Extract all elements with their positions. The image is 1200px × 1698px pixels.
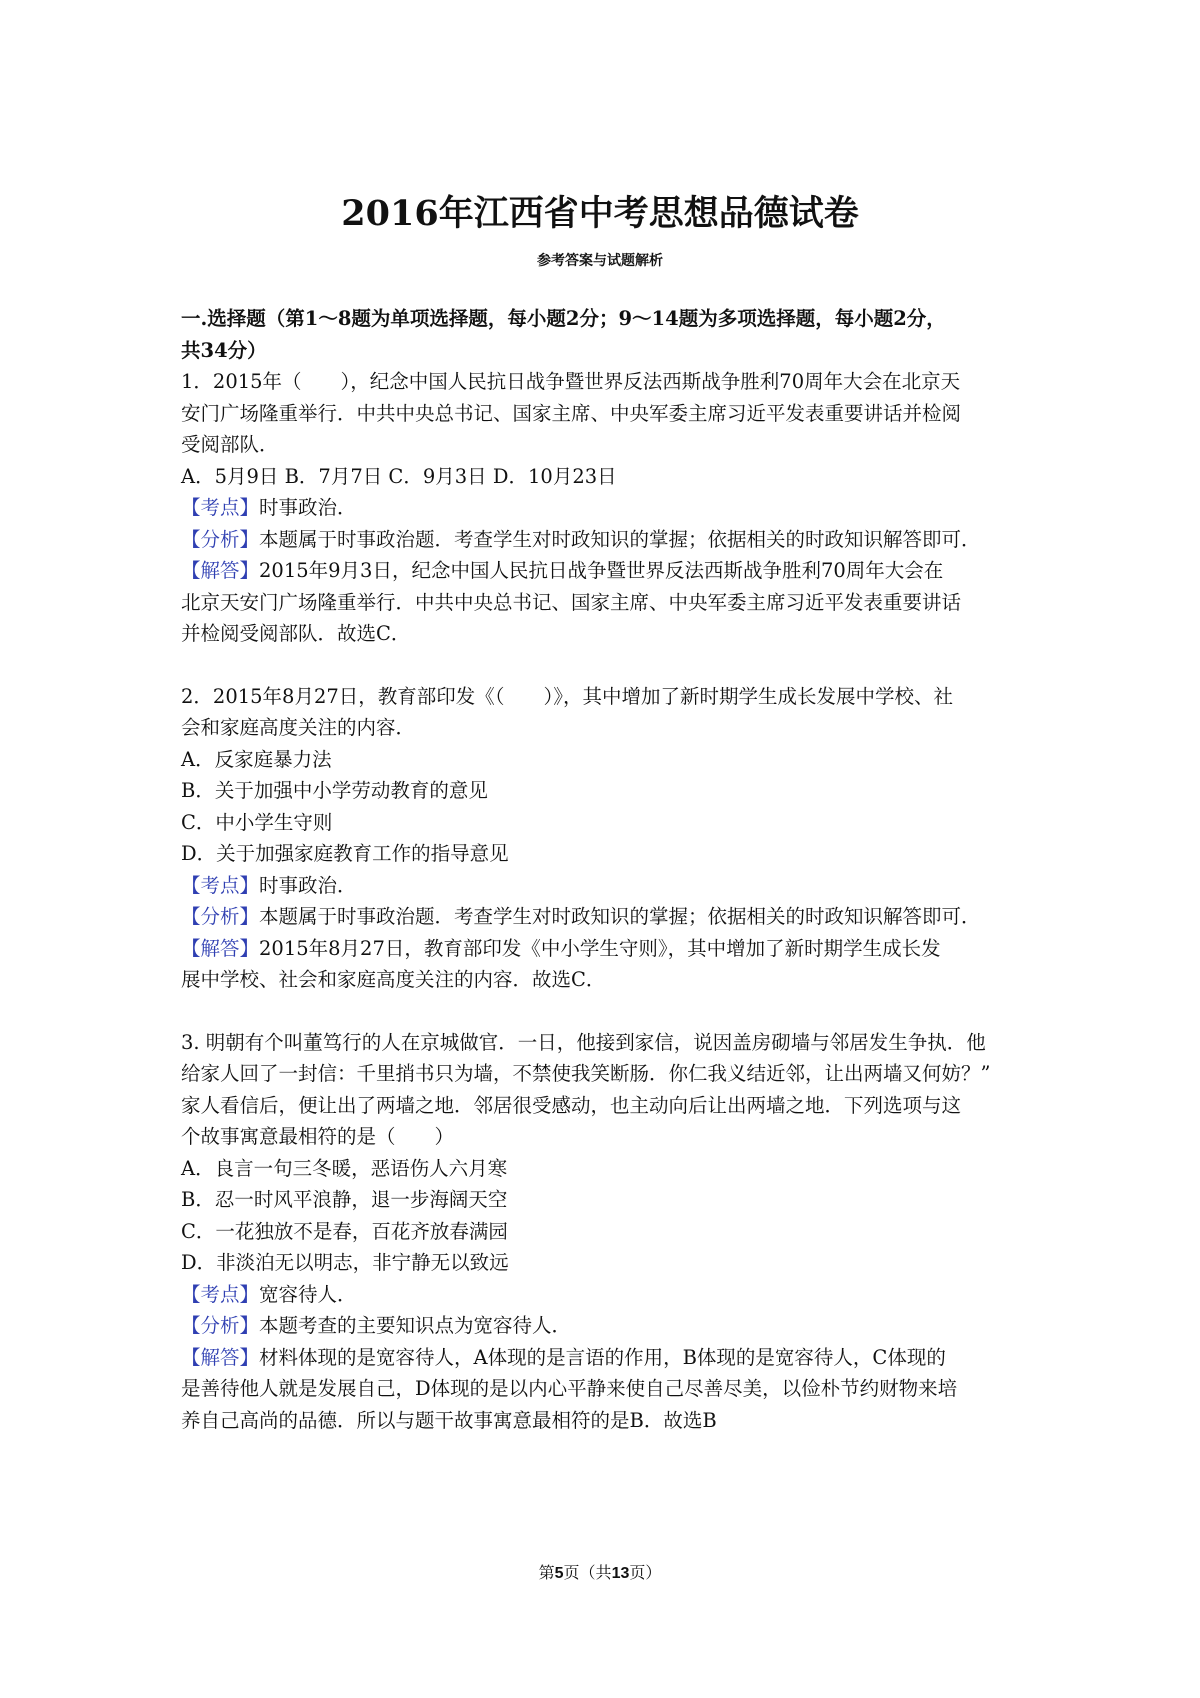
q3-option-a: A．良言一句三冬暖，恶语伤人六月寒 xyxy=(181,1156,508,1180)
page-footer xyxy=(0,1560,1200,1583)
q3-kaodian xyxy=(181,1279,1026,1311)
kaodian-tag: 【考点】 xyxy=(181,1282,260,1306)
q2-option-b: B．关于加强中小学劳动教育的意见 xyxy=(181,779,488,802)
jieda-tag: 【解答】 xyxy=(181,559,260,582)
q3-fenxi-text: 本题考查的主要知识点为宽容待人． xyxy=(259,1314,572,1337)
q2-option-a: A．反家庭暴力法 xyxy=(181,747,332,771)
q1-stem-line2: 安门广场隆重举行．中共中央总书记、国家主席、中央军委主席习近平发表重要讲话并检阅 xyxy=(181,401,962,425)
page-total: 13 xyxy=(611,1565,630,1582)
q1-stem-line1: 1．2015年（ ），纪念中国人民抗日战争暨世界反法西斯战争胜利70周年大会在北京天 xyxy=(181,370,961,393)
q3-stem-line2: 给家人回了一封信：千里捎书只为墙，不禁使我笑断肠．你仁我义结近邻，让出两墙又何妨？” xyxy=(181,1062,991,1085)
fenxi-tag: 【分析】 xyxy=(181,905,260,928)
q3-option-c: C．一花独放不是春，百花齐放春满园 xyxy=(181,1219,508,1243)
kaodian-tag: 【考点】 xyxy=(181,496,260,519)
jieda-tag: 【解答】 xyxy=(181,936,260,960)
q1-kaodian-text: 时事政治． xyxy=(259,496,357,519)
q2-stem-line1: 2．2015年8月27日，教育部印发《（ ）》，其中增加了新时期学生成长发展中学校、社 xyxy=(181,684,954,708)
question-2 xyxy=(181,681,1026,996)
q1-fenxi xyxy=(181,524,1026,556)
q3-jieda-line3: 养自己高尚的品德．所以与题干故事寓意最相符的是B．故选B xyxy=(181,1408,717,1432)
q3-stem-line3: 家人看信后，便让出了两墙之地．邻居很受感动，也主动向后让出两墙之地．下列选项与这 xyxy=(181,1093,962,1117)
q2-option-c: C．中小学生守则 xyxy=(181,810,333,834)
q2-jieda xyxy=(181,933,1026,996)
kaodian-tag: 【考点】 xyxy=(181,873,260,897)
page-number: 5 xyxy=(554,1565,564,1582)
q3-fenxi xyxy=(181,1310,1026,1342)
q1-fenxi-text: 本题属于时事政治题．考查学生对时政知识的掌握；依据相关的时政知识解答即可． xyxy=(259,527,981,551)
q1-options: A．5月9日 B．7月7日 C．9月3日 D．10月23日 xyxy=(181,464,617,488)
footer-suffix: 页） xyxy=(629,1563,662,1582)
q2-jieda-line2: 展中学校、社会和家庭高度关注的内容．故选C． xyxy=(181,968,606,991)
spacer xyxy=(181,650,1026,681)
footer-mid: 页（共 xyxy=(563,1563,612,1582)
q1-jieda-line1: 2015年9月3日，纪念中国人民抗日战争暨世界反法西斯战争胜利70周年大会在 xyxy=(259,559,944,582)
page-title: 2016年江西省中考思想品德试卷 xyxy=(341,193,859,234)
q2-jieda-line1: 2015年8月27日，教育部印发《中小学生守则》，其中增加了新时期学生成长发 xyxy=(259,936,941,960)
q1-jieda-line2: 北京天安门广场隆重举行．中共中央总书记、国家主席、中央军委主席习近平发表重要讲话 xyxy=(181,590,962,614)
q2-fenxi-text: 本题属于时事政治题．考查学生对时政知识的掌握；依据相关的时政知识解答即可． xyxy=(259,905,981,928)
q3-jieda-line1: 材料体现的是宽容待人，A体现的是言语的作用，B体现的是宽容待人，C体现的 xyxy=(259,1345,946,1369)
q1-kaodian xyxy=(181,492,1026,524)
q2-option-d: D．关于加强家庭教育工作的指导意见 xyxy=(181,842,509,865)
footer-prefix: 第 xyxy=(538,1563,555,1582)
q3-kaodian-text: 宽容待人． xyxy=(259,1282,357,1306)
section-heading xyxy=(181,303,1026,366)
q1-stem xyxy=(181,366,1026,461)
q3-stem-line1: 3. 明朝有个叫董笃行的人在京城做官．一日，他接到家信，说因盖房砌墙与邻居发生争执．他 xyxy=(181,1030,986,1054)
page-subtitle: 参考答案与试题解析 xyxy=(537,253,663,269)
q2-stem xyxy=(181,681,1026,744)
jieda-tag: 【解答】 xyxy=(181,1345,260,1369)
q3-stem xyxy=(181,1027,1026,1153)
spacer xyxy=(181,996,1026,1027)
q1-jieda-line3: 并检阅受阅部队．故选C． xyxy=(181,622,411,645)
q1-jieda xyxy=(181,555,1026,650)
q3-stem-line4: 个故事寓意最相符的是（ ） xyxy=(181,1125,455,1148)
q2-stem-line2: 会和家庭高度关注的内容． xyxy=(181,716,416,739)
q3-jieda xyxy=(181,1342,1026,1437)
q3-option-d: D．非淡泊无以明志，非宁静无以致远 xyxy=(181,1251,509,1274)
fenxi-tag: 【分析】 xyxy=(181,1314,260,1337)
q3-jieda-line2: 是善待他人就是发展自己，D体现的是以内心平静来使自己尽善尽美，以俭朴节约财物来培 xyxy=(181,1377,958,1400)
section-heading-line1: 一.选择题（第1～8题为单项选择题，每小题2分；9～14题为多项选择题，每小题2分， xyxy=(181,307,946,330)
q3-option-b: B．忍一时风平浪静，退一步海阔天空 xyxy=(181,1188,508,1211)
section-heading-line2: 共34分） xyxy=(181,338,267,362)
q2-kaodian-text: 时事政治． xyxy=(259,873,357,897)
q2-kaodian xyxy=(181,870,1026,902)
question-3 xyxy=(181,1027,1026,1437)
q1-stem-line3: 受阅部队． xyxy=(181,433,279,456)
fenxi-tag: 【分析】 xyxy=(181,527,260,551)
exam-content xyxy=(181,303,1026,1436)
question-1 xyxy=(181,366,1026,650)
q2-fenxi xyxy=(181,901,1026,933)
